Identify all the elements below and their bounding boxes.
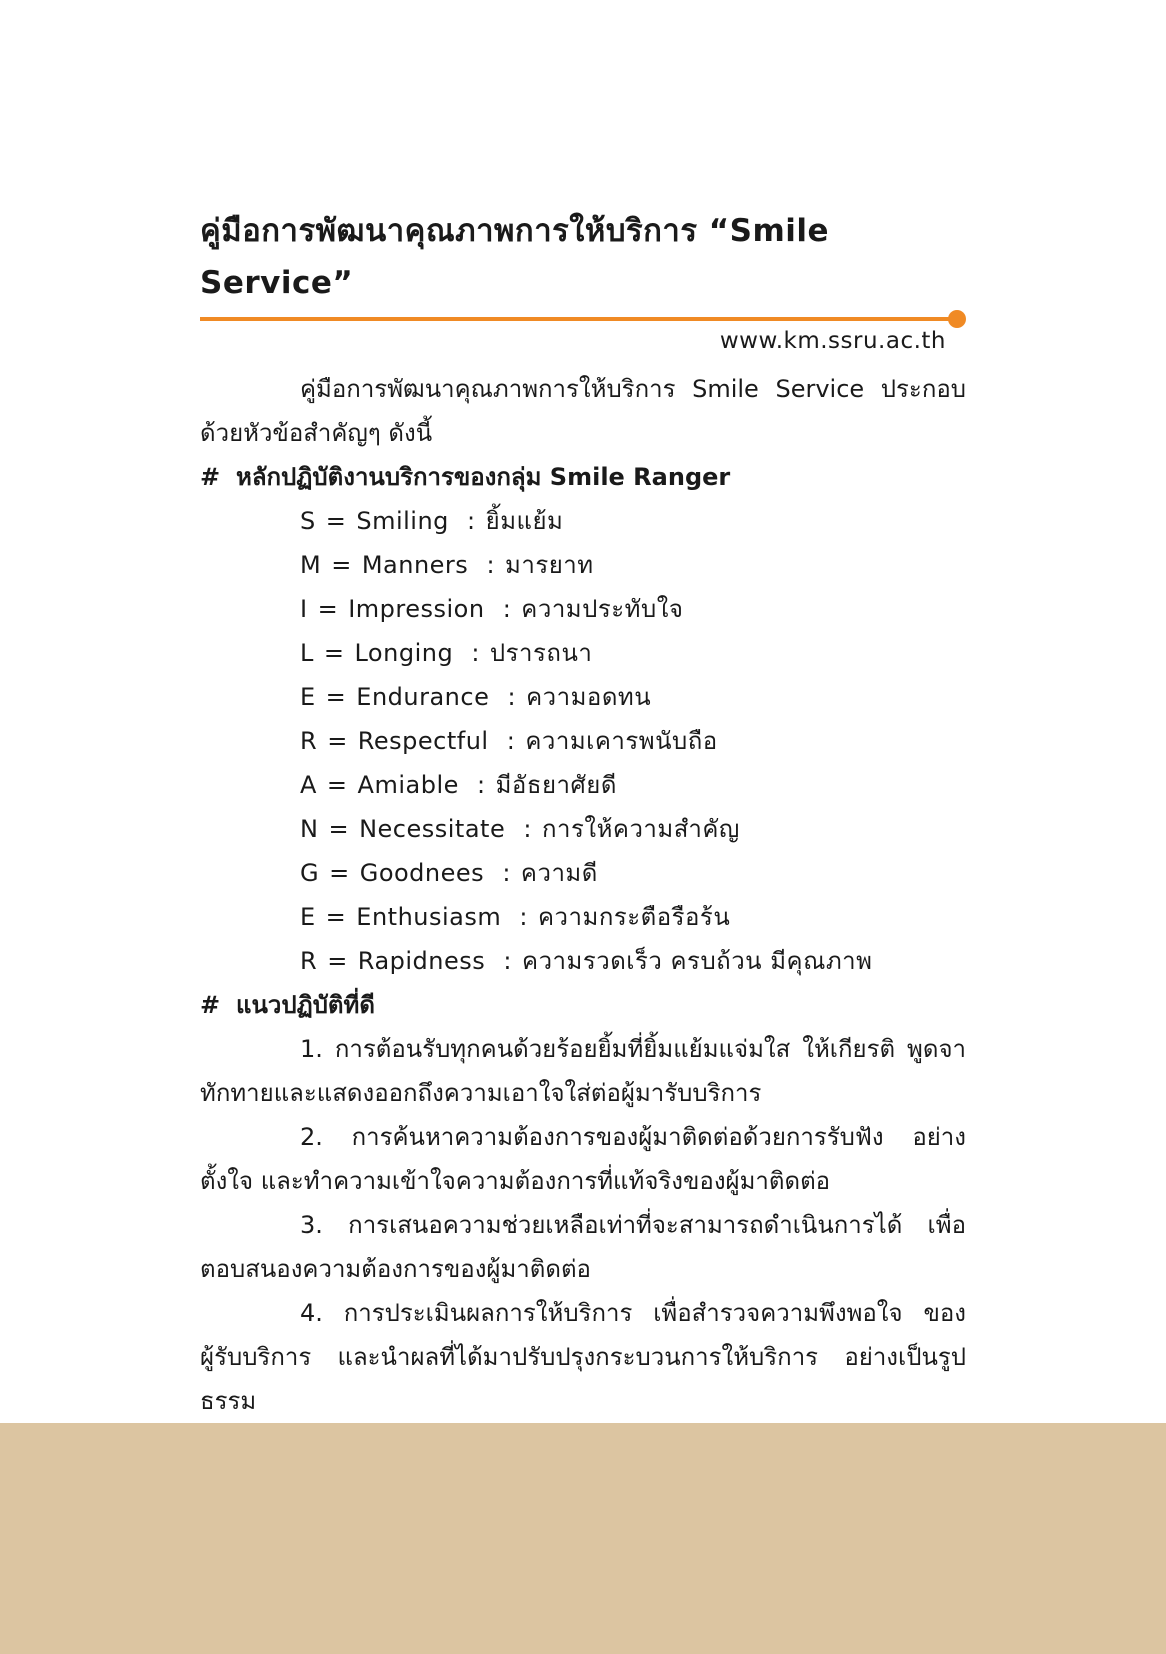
practices-heading-text: แนวปฏิบัติที่ดี — [236, 991, 375, 1019]
acronym-letter: M — [300, 551, 322, 579]
principles-heading-text: หลักปฏิบัติงานบริการของกลุ่ม Smile Ranger — [236, 463, 731, 491]
acronym-word: Enthusiasm — [356, 903, 502, 931]
smile-acronym-item — [200, 939, 966, 983]
colon-separator: : — [519, 903, 528, 931]
acronym-word: Smiling — [356, 507, 449, 535]
equals-sign: = — [325, 903, 347, 931]
thai-meaning: ความประทับใจ — [521, 595, 684, 623]
smile-acronym-item — [200, 851, 966, 895]
acronym-word: Necessitate — [359, 815, 506, 843]
principles-hash: # — [200, 463, 221, 491]
acronym-letter: S — [300, 507, 316, 535]
practices-hash: # — [200, 991, 221, 1019]
equals-sign: = — [327, 727, 348, 755]
smile-acronym-item — [200, 499, 966, 543]
thai-meaning: ความเคารพนับถือ — [525, 727, 718, 755]
colon-separator: : — [477, 771, 486, 799]
acronym-word: Rapidness — [357, 947, 486, 975]
underline-dot — [948, 310, 966, 328]
thai-meaning: ความรวดเร็ว ครบถ้วน มีคุณภาพ — [522, 947, 873, 975]
thai-meaning: มารยาท — [505, 551, 594, 579]
colon-separator: : — [502, 595, 512, 623]
practice-item: 3. การเสนอความช่วยเหลือเท่าที่จะสามารถดำเนินการได้ เพื่อตอบสนองความต้องการของผู้มาติดต่อ — [200, 1211, 966, 1283]
acronym-letter: L — [300, 639, 314, 667]
practice-item: 2. การค้นหาความต้องการของผู้มาติดต่อด้วยการรับฟัง อย่างตั้งใจ และทำความเข้าใจความต้องการที่แท้จริงของผู้มาติดต่อ — [200, 1123, 966, 1195]
smile-acronym-item — [200, 587, 966, 631]
practices-list — [200, 1027, 966, 1423]
smile-acronym-item — [200, 895, 966, 939]
acronym-word: Respectful — [357, 727, 489, 755]
principles-heading — [200, 455, 966, 499]
acronym-word: Longing — [354, 639, 454, 667]
footer-band — [0, 1423, 1166, 1654]
title-underline — [200, 317, 956, 321]
colon-separator: : — [507, 683, 517, 711]
equals-sign: = — [329, 859, 350, 887]
colon-separator: : — [467, 507, 476, 535]
equals-sign: = — [331, 551, 352, 579]
smile-acronym-item — [200, 807, 966, 851]
thai-meaning: มีอัธยาศัยดี — [495, 771, 617, 799]
page-content — [200, 205, 966, 1423]
page-title: คู่มือการพัฒนาคุณภาพการให้บริการ “Smile Service” — [200, 213, 830, 301]
acronym-word: Manners — [361, 551, 469, 579]
acronym-letter: I — [300, 595, 308, 623]
smile-acronym-item — [200, 763, 966, 807]
colon-separator: : — [523, 815, 532, 843]
smile-acronym-item — [200, 719, 966, 763]
colon-separator: : — [471, 639, 480, 667]
thai-meaning: ยิ้มแย้ม — [485, 507, 564, 535]
thai-meaning: ความกระตือรือร้น — [537, 903, 731, 931]
smile-acronym-item — [200, 543, 966, 587]
acronym-letter: A — [300, 771, 317, 799]
acronym-letter: E — [300, 683, 316, 711]
equals-sign: = — [323, 639, 345, 667]
practice-item: 1. การต้อนรับทุกคนด้วยร้อยยิ้มที่ยิ้มแย้มแจ่มใส ให้เกียรติ พูดจาทักทายและแสดงออกถึงความเอาใจใส่ต่อผู้มารับบริการ — [200, 1035, 966, 1107]
acronym-word: Goodnees — [359, 859, 485, 887]
practices-heading — [200, 983, 966, 1027]
equals-sign: = — [327, 947, 348, 975]
acronym-word: Endurance — [356, 683, 490, 711]
acronym-word: Amiable — [357, 771, 459, 799]
equals-sign: = — [325, 683, 347, 711]
equals-sign: = — [328, 815, 350, 843]
site-url: www.km.ssru.ac.th — [719, 328, 946, 354]
acronym-word: Impression — [348, 595, 485, 623]
acronym-letter: N — [300, 815, 319, 843]
practice-item: 4. การประเมินผลการให้บริการ เพื่อสำรวจความพึงพอใจ ของผู้รับบริการ และนำผลที่ได้มาปรับปรุงกระบวนการให้บริการ อย่างเป็นรูปธรรม — [200, 1299, 966, 1415]
colon-separator: : — [503, 947, 513, 975]
intro-paragraph: คู่มือการพัฒนาคุณภาพการให้บริการ Smile Service ประกอบด้วยหัวข้อสำคัญๆ ดังนี้ — [200, 375, 966, 447]
acronym-letter: G — [300, 859, 320, 887]
thai-meaning: ปรารถนา — [489, 639, 593, 667]
acronym-letter: R — [300, 727, 318, 755]
colon-separator: : — [502, 859, 511, 887]
colon-separator: : — [506, 727, 516, 755]
acronym-letter: E — [300, 903, 316, 931]
thai-meaning: ความดี — [520, 859, 598, 887]
equals-sign: = — [317, 595, 339, 623]
colon-separator: : — [486, 551, 496, 579]
equals-sign: = — [326, 771, 348, 799]
smile-acronym-item — [200, 631, 966, 675]
equals-sign: = — [325, 507, 347, 535]
thai-meaning: การให้ความสำคัญ — [541, 815, 740, 843]
acronym-letter: R — [300, 947, 318, 975]
smile-acronym-item — [200, 675, 966, 719]
thai-meaning: ความอดทน — [526, 683, 652, 711]
smile-acronym-list — [200, 499, 966, 983]
